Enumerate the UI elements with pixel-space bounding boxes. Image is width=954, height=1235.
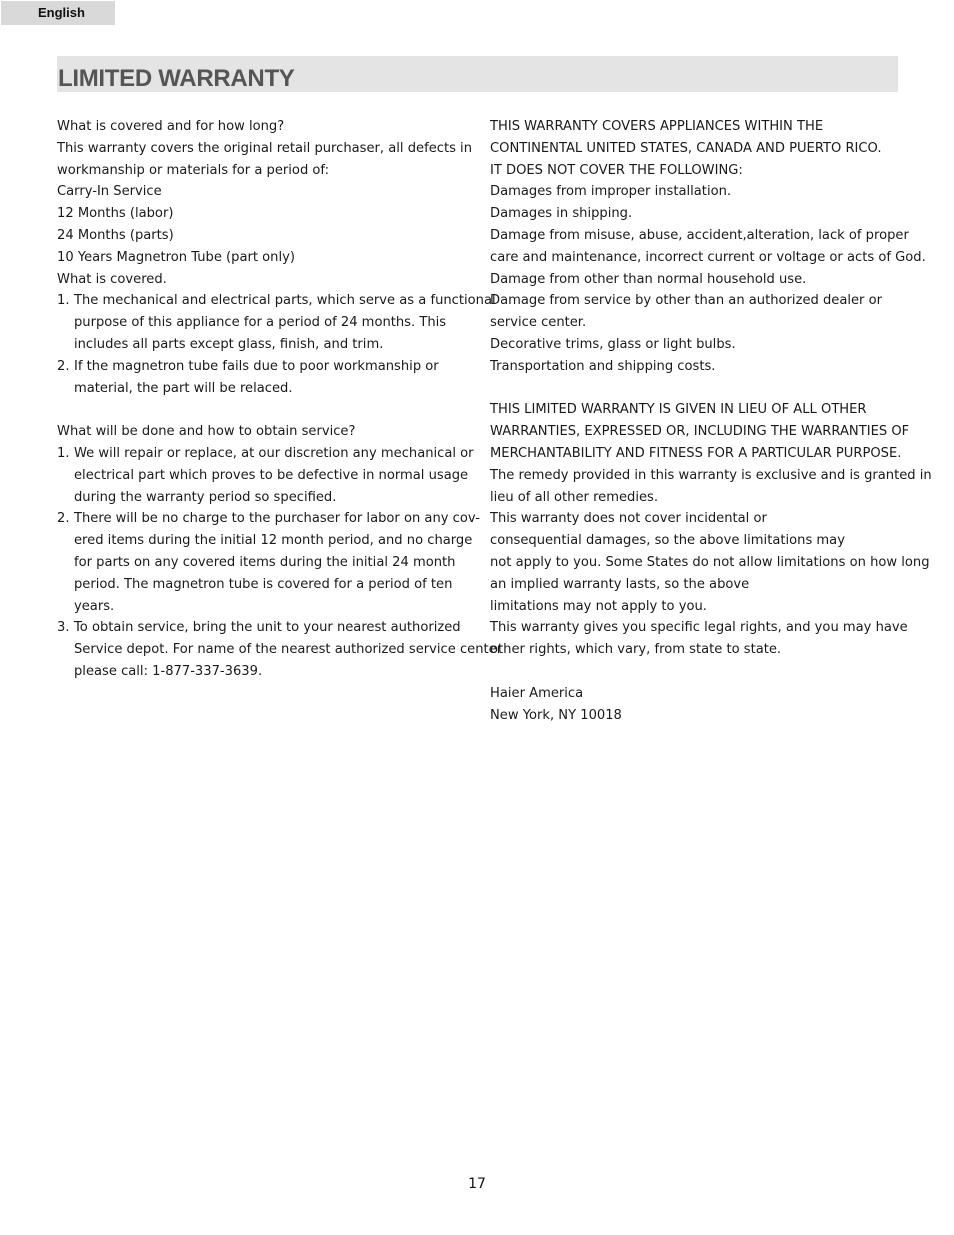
list-line: purpose of this appliance for a period of 24 months. This — [74, 315, 447, 331]
list-number: 1. — [57, 293, 70, 309]
paragraph: This warranty gives you specific legal rights, and you may have — [490, 620, 908, 636]
list-line: during the warranty period so specified. — [74, 489, 337, 505]
right-column — [490, 116, 932, 726]
paragraph: This warranty covers the original retail purchaser, all defects in — [57, 140, 472, 156]
paragraph: 24 Months (parts) — [57, 227, 174, 243]
list-line: The mechanical and electrical parts, which serve as a functional — [74, 293, 496, 309]
page-title: LIMITED WARRANTY — [58, 65, 295, 92]
list-item — [57, 508, 480, 617]
list-line: period. The magnetron tube is covered for a period of ten — [74, 576, 453, 592]
list-number: 1. — [57, 445, 70, 461]
paragraph: Damage from misuse, abuse, accident,alteration, lack of proper — [490, 227, 909, 243]
paragraph: Carry-In Service — [57, 184, 162, 200]
list-line: To obtain service, bring the unit to your nearest authorized — [74, 620, 461, 636]
paragraph: This warranty does not cover incidental or — [490, 511, 767, 527]
list-line: material, the part will be relaced. — [74, 380, 293, 396]
list-number: 2. — [57, 511, 70, 527]
list-item — [57, 356, 477, 400]
list-line: for parts on any covered items during the initial 24 month — [74, 554, 456, 570]
paragraph: not apply to you. Some States do not allow limitations on how long — [490, 554, 930, 570]
title-bar — [57, 56, 898, 92]
list-line: ered items during the initial 12 month period, and no charge — [74, 533, 473, 549]
paragraph: an implied warranty lasts, so the above — [490, 576, 750, 592]
paragraph: Transportation and shipping costs. — [490, 358, 716, 374]
list-line: We will repair or replace, at our discretion any mechanical or — [74, 445, 474, 461]
paragraph: Damage from service by other than an authorized dealer or — [490, 293, 882, 309]
paragraph: care and maintenance, incorrect current or voltage or acts of God. — [490, 249, 926, 265]
paragraph: CONTINENTAL UNITED STATES, CANADA AND PUERTO RICO. — [490, 140, 882, 156]
paragraph: IT DOES NOT COVER THE FOLLOWING: — [490, 162, 743, 178]
paragraph: workmanship or materials for a period of: — [57, 162, 329, 178]
list-item — [57, 443, 477, 508]
list-number: 3. — [57, 620, 70, 636]
company-name: Haier America — [490, 685, 584, 701]
list-line: includes all parts except glass, finish, and trim. — [74, 336, 384, 352]
list-item — [57, 617, 503, 682]
paragraph: Damages from improper installation. — [490, 184, 732, 200]
paragraph: Damage from other than normal household use. — [490, 271, 807, 287]
list-line: If the magnetron tube fails due to poor workmanship or — [74, 358, 439, 374]
paragraph: MERCHANTABILITY AND FITNESS FOR A PARTICULAR PURPOSE. — [490, 445, 902, 461]
page-number: 17 — [468, 1176, 486, 1192]
list-number: 2. — [57, 358, 70, 374]
paragraph: consequential damages, so the above limitations may — [490, 533, 845, 549]
paragraph: The remedy provided in this warranty is exclusive and is granted in — [490, 467, 932, 483]
list-line: Service depot. For name of the nearest authorized service center — [74, 642, 503, 658]
paragraph: THIS LIMITED WARRANTY IS GIVEN IN LIEU OF ALL OTHER — [490, 402, 867, 418]
paragraph: limitations may not apply to you. — [490, 598, 707, 614]
paragraph: other rights, which vary, from state to state. — [490, 642, 782, 658]
list-line: years. — [74, 598, 115, 614]
paragraph: THIS WARRANTY COVERS APPLIANCES WITHIN THE — [490, 119, 824, 134]
list-line: electrical part which proves to be defective in normal usage — [74, 467, 469, 483]
list-item — [57, 290, 496, 355]
paragraph: service center. — [490, 315, 587, 331]
paragraph: What is covered. — [57, 271, 167, 287]
list-line: There will be no charge to the purchaser for labor on any cov- — [74, 511, 480, 527]
service-heading: What will be done and how to obtain service? — [57, 424, 356, 440]
paragraph: WARRANTIES, EXPRESSED OR, INCLUDING THE WARRANTIES OF — [490, 424, 910, 440]
paragraph: Damages in shipping. — [490, 206, 633, 222]
paragraph: lieu of all other remedies. — [490, 489, 659, 505]
covered-heading: What is covered and for how long? — [57, 119, 285, 134]
list-line: please call: 1-877-337-3639. — [74, 663, 263, 679]
paragraph: Decorative trims, glass or light bulbs. — [490, 336, 736, 352]
company-address: New York, NY 10018 — [490, 707, 622, 723]
language-tab: English — [1, 1, 115, 25]
paragraph: 10 Years Magnetron Tube (part only) — [57, 249, 295, 265]
paragraph: 12 Months (labor) — [57, 206, 174, 222]
left-column — [57, 116, 503, 683]
